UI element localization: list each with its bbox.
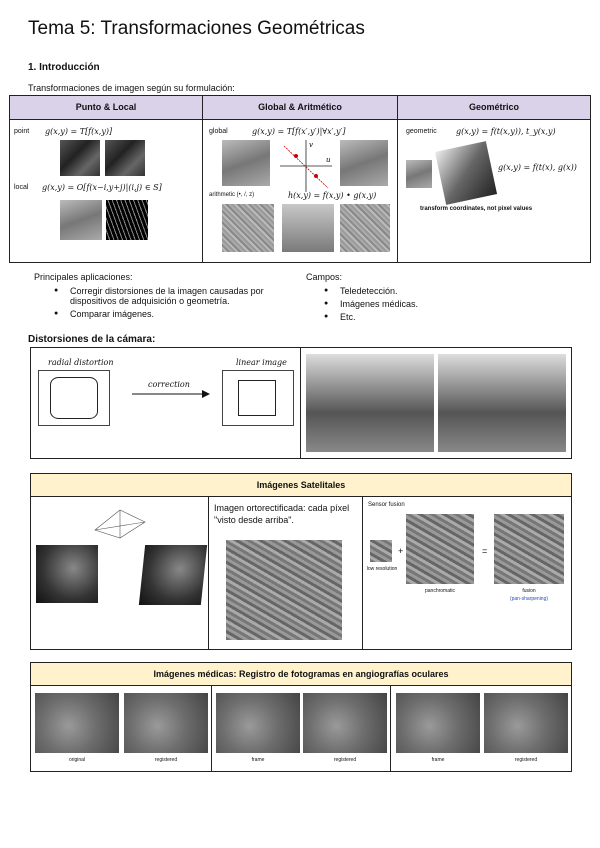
arrow-label: correction (148, 380, 190, 389)
distorsiones-heading: Distorsiones de la cámara: (28, 334, 156, 345)
fourier-axes-diagram (276, 138, 336, 194)
col-header-global: Global & Aritmético (202, 95, 398, 120)
list-item: ● Imágenes médicas. (322, 299, 522, 309)
satelitales-header: Imágenes Satelitales (30, 473, 572, 497)
angio-image-5 (396, 693, 480, 753)
campos-heading: Campos: (306, 272, 343, 282)
arith-noise-image-1 (222, 204, 274, 252)
local-edges-image (106, 200, 148, 240)
col-divider (397, 120, 398, 263)
angio-image-4 (303, 693, 387, 753)
geom-formula-1: g(x,y) = f(t(x,y)), t_y(x,y) (456, 127, 556, 136)
med-divider (211, 686, 212, 772)
angio-caption: registered (514, 757, 538, 763)
local-label: local (14, 184, 29, 191)
geom-note: transform coordinates, not pixel values (420, 206, 533, 212)
aplicaciones-list (52, 286, 302, 322)
geom-input-image (406, 160, 432, 188)
radial-distorted-shape (50, 377, 98, 419)
local-formula: g(x,y) = O[f(x−i,y+j)|(i,j) ∈ S] (42, 183, 162, 192)
radial-label: radial distortion (48, 358, 114, 367)
lowres-label: low resolution (366, 566, 398, 572)
aplicaciones-heading: Principales aplicaciones: (34, 272, 133, 282)
point-input-image (60, 140, 100, 176)
list-item: ● Etc. (322, 312, 522, 322)
linear-square-shape (238, 380, 276, 416)
page-title: Tema 5: Transformaciones Geométricas (28, 18, 365, 39)
panchromatic-image (406, 514, 474, 584)
global-formula: g(x,y) = T[f(x′,y′)|∀x′,y′] (252, 127, 346, 136)
list-item: ● Corregir distorsiones de la imagen causadas por dispositivos de adquisición o geometría. (52, 286, 302, 306)
arith-gradient-image (282, 204, 334, 252)
arith-noise-image-2 (340, 204, 390, 252)
global-label: global (209, 128, 228, 135)
angio-caption: original (68, 757, 86, 763)
point-output-image (105, 140, 145, 176)
angio-image-1 (35, 693, 119, 753)
col-divider (202, 120, 203, 263)
correction-arrow-icon (132, 388, 210, 400)
med-divider (390, 686, 391, 772)
col-header-geom: Geométrico (397, 95, 591, 120)
sat-divider (362, 497, 363, 650)
fusion-sub-label: (pan-sharpening) (509, 596, 549, 602)
geom-formula-2: g(x,y) = f(t(x), g(x)) (498, 163, 577, 172)
angio-caption: frame (431, 757, 445, 763)
angio-caption: registered (154, 757, 178, 763)
point-formula: g(x,y) = T[f(x,y)] (45, 127, 113, 136)
sat-divider (208, 497, 209, 650)
equals-sign: = (482, 546, 488, 556)
global-output-image (340, 140, 388, 186)
linear-label: linear image (236, 358, 287, 367)
angio-caption: frame (251, 757, 265, 763)
angio-caption: registered (333, 757, 357, 763)
col-header-punto: Punto & Local (9, 95, 203, 120)
axis-v-label: v (309, 141, 313, 149)
ortho-text: Imagen ortorectificada: cada píxel "visto desde arriba". (214, 503, 350, 525)
distorted-photo (306, 354, 434, 452)
plus-sign: + (398, 546, 404, 556)
lowres-image (370, 540, 392, 562)
geom-rotated-image (435, 141, 497, 205)
section-heading-intro: 1. Introducción (28, 62, 100, 73)
axis-u-label: u (326, 156, 331, 164)
angio-image-6 (484, 693, 568, 753)
angio-image-2 (124, 693, 208, 753)
satellite-rectified-image (139, 545, 207, 605)
arith-formula: h(x,y) = f(x,y) • g(x,y) (288, 191, 377, 200)
satellite-earth-image (36, 545, 98, 603)
global-input-image (222, 140, 270, 186)
fusion-title: Sensor fusion (368, 502, 405, 508)
geom-label: geometric (406, 128, 437, 135)
angio-image-3 (216, 693, 300, 753)
ortho-aerial-image (226, 540, 342, 640)
campos-list (322, 286, 522, 325)
arith-label: arithmetic (•, /, z) (209, 192, 255, 198)
local-input-image (60, 200, 102, 240)
satellite-icon (90, 500, 150, 540)
intro-text: Transformaciones de imagen según su formulación: (28, 83, 235, 93)
list-item: ● Comparar imágenes. (52, 309, 302, 319)
point-label: point (14, 128, 30, 135)
fusion-image (494, 514, 564, 584)
distorsiones-divider (300, 347, 301, 459)
panchrom-label: panchromatic (424, 588, 455, 594)
medicas-header: Imágenes médicas: Registro de fotogramas en angiografías oculares (30, 662, 572, 686)
corrected-photo (438, 354, 566, 452)
fusion-label: fusion (522, 588, 536, 594)
list-item: ● Teledetección. (322, 286, 522, 296)
